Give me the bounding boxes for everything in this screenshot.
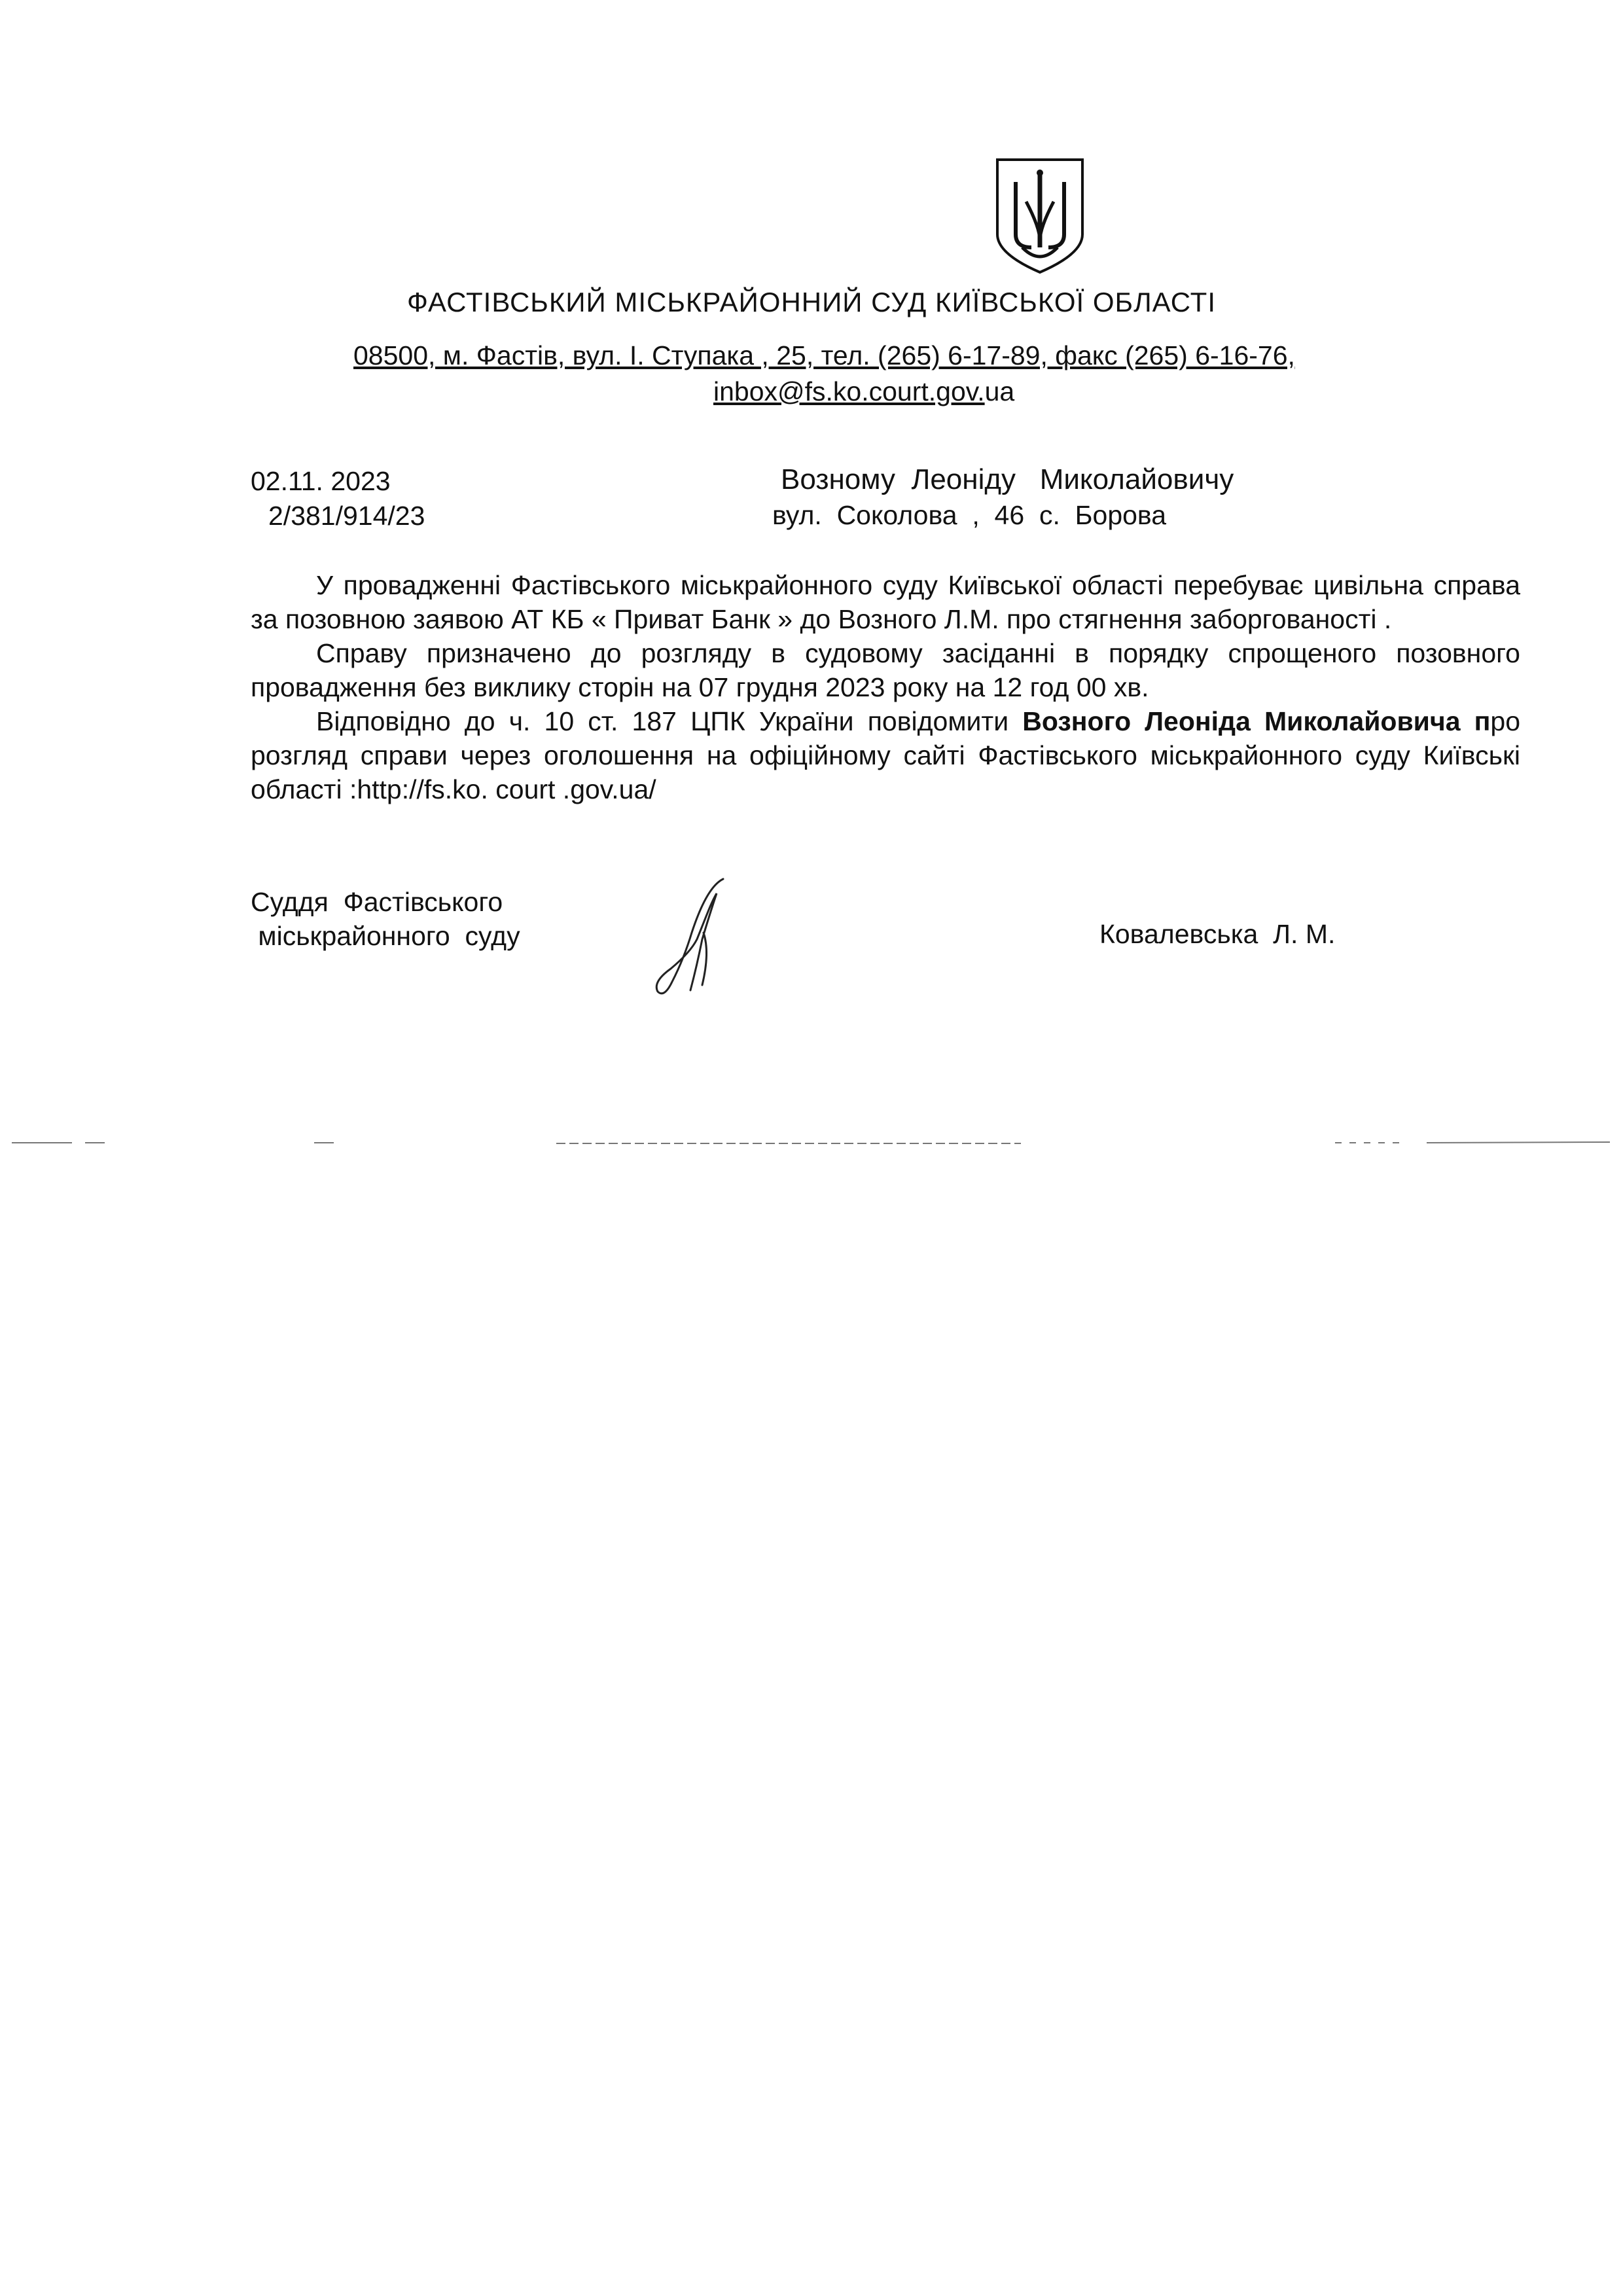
case-reference: 2/381/914/23 <box>268 501 425 531</box>
scan-artifact-line <box>0 1139 1623 1147</box>
judge-title-line2: міськрайонного суду <box>251 921 520 951</box>
paragraph-notice <box>251 704 1520 806</box>
letter-body <box>251 568 1520 806</box>
judge-title-line1: Суддя Фастівського <box>251 887 503 917</box>
court-name: ФАСТІВСЬКИЙ МІСЬКРАЙОННИЙ СУД КИЇВСЬКОЇ ОБЛАСТІ <box>406 287 1216 317</box>
recipient-name: Возному Леоніду Миколайовичу <box>781 463 1234 495</box>
court-address: 08500, м. Фастів, вул. І. Ступака , 25, тел. (265) 6-17-89, факс (265) 6-16-76, <box>353 340 1295 370</box>
notice-text-start: Відповідно до ч. 10 ст. 187 ЦПК України повідомити <box>316 706 1023 736</box>
paragraph-hearing: Справу призначено до розгляду в судовому засіданні в порядку спрощеного позовного провадження без виклику сторін на 07 грудня 2023 року на 12 год 00 хв. <box>251 638 1520 702</box>
judge-title <box>251 885 520 953</box>
judge-name: Ковалевська Л. М. <box>1099 919 1336 949</box>
handwritten-signature-icon <box>645 874 743 1005</box>
court-email-link[interactable]: inbox@fs.ko.court.gov. <box>713 376 985 406</box>
letter-date: 02.11. 2023 <box>251 466 391 496</box>
notice-text-end: ро розгляд справи через оголошення на офіційному сайті Фастівського міськрайонного суду Київські області :http://fs.ko. court .gov.ua/ <box>251 706 1521 804</box>
paragraph-case: У провадженні Фастівського міськрайонного суду Київської області перебуває цивільна справа за позовною заявою АТ КБ « Приват Банк » до Возного Л.М. про стягнення заборгованості . <box>251 570 1520 634</box>
court-email <box>713 376 1014 407</box>
recipient-address: вул. Соколова , 46 с. Борова <box>772 500 1167 530</box>
notice-addressee-bold: Возного Леоніда Миколайовича п <box>1022 706 1491 736</box>
trident-coat-of-arms-icon <box>993 156 1086 276</box>
court-email-suffix: ua <box>984 376 1015 406</box>
